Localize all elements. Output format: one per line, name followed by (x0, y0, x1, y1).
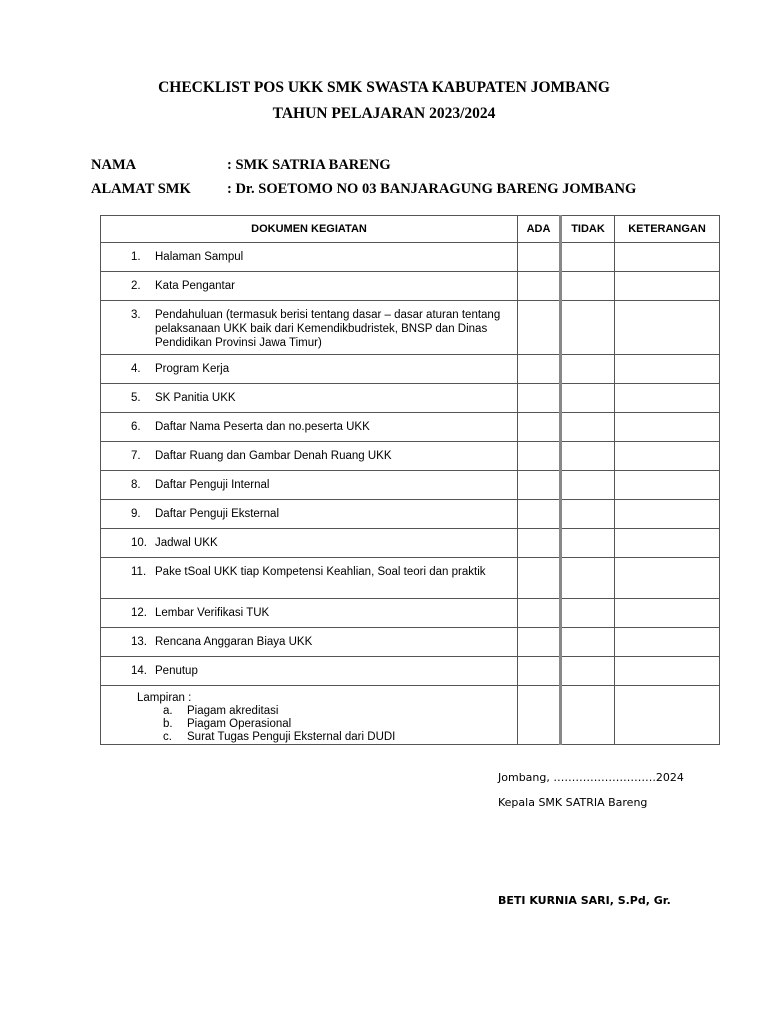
nama-value: : SMK SATRIA BARENG (227, 157, 391, 173)
item-text: Halaman Sampul (155, 251, 244, 263)
keterangan-cell[interactable] (615, 272, 720, 301)
keterangan-cell[interactable] (615, 355, 720, 384)
tidak-cell[interactable] (561, 628, 615, 657)
tidak-cell[interactable] (561, 442, 615, 471)
header-tidak: TIDAK (561, 216, 615, 243)
item-number: 14. (131, 665, 147, 677)
alamat-value: : Dr. SOETOMO NO 03 BANJARAGUNG BARENG JOMBANG (227, 181, 637, 197)
keterangan-cell[interactable] (615, 628, 720, 657)
table-header-row (101, 216, 720, 243)
item-text: Rencana Anggaran Biaya UKK (155, 636, 313, 648)
lampiran-item (137, 705, 517, 718)
tidak-cell[interactable] (561, 657, 615, 686)
item-text: Daftar Penguji Internal (155, 479, 270, 491)
dokumen-cell (101, 657, 518, 686)
tidak-cell[interactable] (561, 272, 615, 301)
tidak-cell[interactable] (561, 529, 615, 558)
keterangan-cell[interactable] (615, 558, 720, 599)
item-number: 4. (131, 363, 141, 375)
ada-cell[interactable] (518, 599, 561, 628)
table-row (101, 301, 720, 355)
keterangan-cell[interactable] (615, 599, 720, 628)
item-text: Program Kerja (155, 363, 230, 375)
keterangan-cell[interactable] (615, 442, 720, 471)
item-text: Lembar Verifikasi TUK (155, 607, 270, 619)
table-row (101, 628, 720, 657)
lampiran-text: Piagam Operasional (187, 718, 292, 730)
item-text: Kata Pengantar (155, 280, 235, 292)
table-row (101, 599, 720, 628)
item-text: Pendahuluan (termasuk berisi tentang dasar – dasar aturan tentang pelaksanaan UKK baik dari Kemendikbudristek, BNSP dan Dinas Pendidikan Provinsi Jawa Timur) (155, 309, 501, 349)
item-number: 6. (131, 421, 141, 433)
keterangan-cell[interactable] (615, 500, 720, 529)
ada-cell[interactable] (518, 628, 561, 657)
keterangan-cell[interactable] (615, 413, 720, 442)
lampiran-text: Piagam akreditasi (187, 705, 279, 717)
ada-cell[interactable] (518, 500, 561, 529)
table-row (101, 471, 720, 500)
dokumen-cell (101, 529, 518, 558)
item-text: Daftar Penguji Eksternal (155, 508, 280, 520)
keterangan-cell[interactable] (615, 471, 720, 500)
dokumen-cell (101, 243, 518, 272)
item-number: 1. (131, 251, 141, 263)
dokumen-cell (101, 384, 518, 413)
item-number: 9. (131, 508, 141, 520)
position-title: Kepala SMK SATRIA Bareng (498, 796, 648, 809)
header-keterangan: KETERANGAN (615, 216, 720, 243)
table-row (101, 413, 720, 442)
ada-cell[interactable] (518, 243, 561, 272)
ada-cell[interactable] (518, 272, 561, 301)
ada-cell[interactable] (518, 558, 561, 599)
item-text: Daftar Ruang dan Gambar Denah Ruang UKK (155, 450, 392, 462)
tidak-cell[interactable] (561, 355, 615, 384)
lampiran-item (137, 718, 517, 731)
lampiran-letter: b. (163, 718, 173, 730)
lampiran-row (101, 686, 720, 745)
tidak-cell[interactable] (561, 384, 615, 413)
keterangan-cell[interactable] (615, 243, 720, 272)
item-text: Jadwal UKK (155, 537, 218, 549)
document-title: CHECKLIST POS UKK SMK SWASTA KABUPATEN JOMBANG (158, 79, 610, 96)
table-row (101, 657, 720, 686)
dokumen-cell (101, 500, 518, 529)
dokumen-cell (101, 413, 518, 442)
ada-cell[interactable] (518, 413, 561, 442)
table-row (101, 529, 720, 558)
table-row (101, 558, 720, 599)
item-number: 2. (131, 280, 141, 292)
item-number: 7. (131, 450, 141, 462)
dokumen-cell (101, 558, 518, 599)
item-number: 8. (131, 479, 141, 491)
ada-cell[interactable] (518, 301, 561, 355)
keterangan-cell[interactable] (615, 301, 720, 355)
lampiran-cell (101, 686, 518, 745)
ada-cell[interactable] (518, 384, 561, 413)
signatory-name: BETI KURNIA SARI, S.Pd, Gr. (498, 894, 671, 907)
tidak-cell[interactable] (561, 558, 615, 599)
lampiran-letter: a. (163, 705, 173, 717)
table-row (101, 243, 720, 272)
keterangan-cell[interactable] (615, 686, 720, 745)
lampiran-item (137, 731, 517, 744)
document-subtitle: TAHUN PELAJARAN 2023/2024 (272, 105, 496, 122)
alamat-label: ALAMAT SMK (91, 181, 191, 197)
tidak-cell[interactable] (561, 413, 615, 442)
header-ada: ADA (518, 216, 561, 243)
dokumen-cell (101, 599, 518, 628)
tidak-cell[interactable] (561, 686, 615, 745)
lampiran-text: Surat Tugas Penguji Eksternal dari DUDI (187, 731, 396, 743)
keterangan-cell[interactable] (615, 529, 720, 558)
table-row (101, 272, 720, 301)
item-number: 3. (131, 309, 141, 321)
tidak-cell[interactable] (561, 243, 615, 272)
tidak-cell[interactable] (561, 599, 615, 628)
ada-cell[interactable] (518, 529, 561, 558)
keterangan-cell[interactable] (615, 384, 720, 413)
tidak-cell[interactable] (561, 471, 615, 500)
item-number: 5. (131, 392, 141, 404)
ada-cell[interactable] (518, 355, 561, 384)
ada-cell[interactable] (518, 442, 561, 471)
table-row (101, 442, 720, 471)
tidak-cell[interactable] (561, 301, 615, 355)
dokumen-cell (101, 628, 518, 657)
table-row (101, 500, 720, 529)
table-row (101, 355, 720, 384)
lampiran-letter: c. (163, 731, 172, 743)
item-number: 12. (131, 607, 147, 619)
ada-cell[interactable] (518, 657, 561, 686)
dokumen-cell (101, 301, 518, 355)
ada-cell[interactable] (518, 471, 561, 500)
item-number: 10. (131, 537, 147, 549)
place-date: Jombang, ……………………….2024 (498, 771, 684, 784)
item-number: 11. (131, 566, 147, 578)
lampiran-label: Lampiran : (137, 692, 192, 704)
table-row (101, 384, 720, 413)
tidak-cell[interactable] (561, 500, 615, 529)
item-text: Daftar Nama Peserta dan no.peserta UKK (155, 421, 370, 433)
dokumen-cell (101, 355, 518, 384)
item-number: 13. (131, 636, 147, 648)
item-text: Penutup (155, 665, 198, 677)
keterangan-cell[interactable] (615, 657, 720, 686)
checklist-table (100, 215, 720, 745)
item-text: Pake tSoal UKK tiap Kompetensi Keahlian, Soal teori dan praktik (155, 566, 486, 578)
nama-label: NAMA (91, 157, 137, 173)
item-text: SK Panitia UKK (155, 392, 236, 404)
dokumen-cell (101, 442, 518, 471)
dokumen-cell (101, 272, 518, 301)
dokumen-cell (101, 471, 518, 500)
header-dokumen: DOKUMEN KEGIATAN (101, 216, 518, 243)
ada-cell[interactable] (518, 686, 561, 745)
